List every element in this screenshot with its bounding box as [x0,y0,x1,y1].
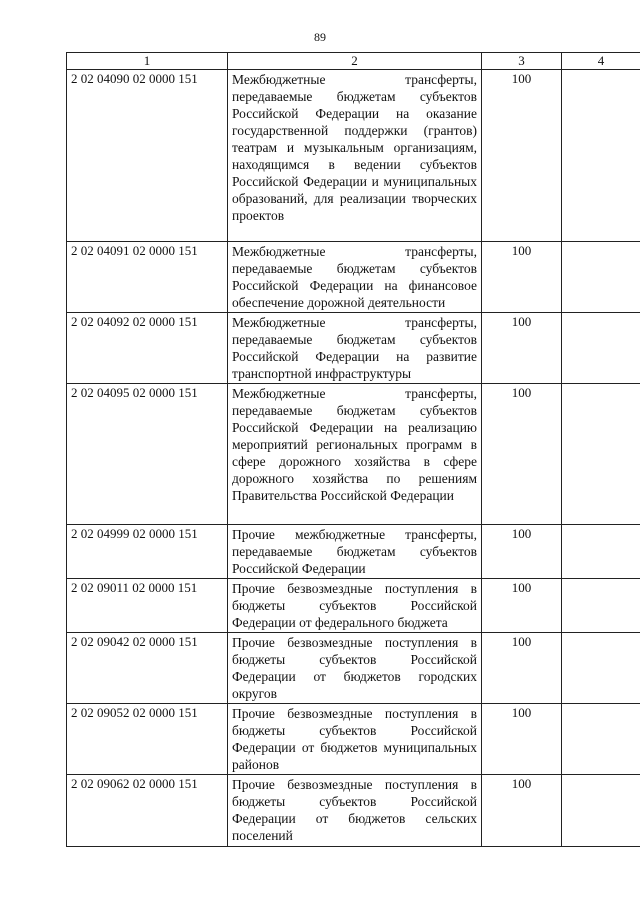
value-cell: 100 [482,313,562,384]
value-cell: 100 [482,775,562,847]
column-4-cell [562,313,640,384]
column-4-cell [562,384,640,525]
row-description: Прочие безвозмездные поступления в бюджеты субъектов Российской Федерации от бюджетов городских округов [228,633,482,704]
column-4-cell [562,579,640,633]
column-4-cell [562,242,640,313]
budget-code: 2 02 04091 02 0000 151 [67,242,228,313]
budget-code: 2 02 09052 02 0000 151 [67,704,228,775]
budget-code: 2 02 09011 02 0000 151 [67,579,228,633]
column-header-3: 3 [482,53,562,70]
table-row [67,313,640,384]
row-description: Прочие безвозмездные поступления в бюджеты субъектов Российской Федерации от федерального бюджета [228,579,482,633]
header-row [67,53,640,70]
budget-code: 2 02 04092 02 0000 151 [67,313,228,384]
budget-table [66,52,640,847]
budget-code: 2 02 04090 02 0000 151 [67,70,228,242]
value-cell: 100 [482,242,562,313]
table-row [67,704,640,775]
value-cell: 100 [482,579,562,633]
budget-code: 2 02 09042 02 0000 151 [67,633,228,704]
value-cell: 100 [482,384,562,525]
column-4-cell [562,704,640,775]
column-4-cell [562,70,640,242]
table-row [67,633,640,704]
table-row [67,579,640,633]
page-number: 89 [314,30,326,44]
table-row [67,242,640,313]
row-description: Межбюджетные трансферты, передаваемые бюджетам субъектов Российской Федерации на финансовое обеспечение дорожной деятельности [228,242,482,313]
column-header-1: 1 [67,53,228,70]
table-row [67,70,640,242]
column-4-cell [562,525,640,579]
budget-code: 2 02 04999 02 0000 151 [67,525,228,579]
row-description: Межбюджетные трансферты, передаваемые бюджетам субъектов Российской Федерации на оказание государственной поддержки (грантов) театрам и музыкальным организациям, находящимся в ведении субъектов Российской Федерации и муниципальных образований, для реализации творческих проектов [228,70,482,242]
value-cell: 100 [482,70,562,242]
column-header-2: 2 [228,53,482,70]
table-row [67,384,640,525]
value-cell: 100 [482,525,562,579]
column-4-cell [562,775,640,847]
row-description: Межбюджетные трансферты, передаваемые бюджетам субъектов Российской Федерации на развитие транспортной инфраструктуры [228,313,482,384]
row-description: Прочие безвозмездные поступления в бюджеты субъектов Российской Федерации от бюджетов сельских поселений [228,775,482,847]
value-cell: 100 [482,704,562,775]
table-row [67,775,640,847]
column-4-cell [562,633,640,704]
column-header-4: 4 [562,53,640,70]
budget-code: 2 02 09062 02 0000 151 [67,775,228,847]
value-cell: 100 [482,633,562,704]
budget-code: 2 02 04095 02 0000 151 [67,384,228,525]
row-description: Межбюджетные трансферты, передаваемые бюджетам субъектов Российской Федерации на реализацию мероприятий региональных программ в сфере дорожного хозяйства в сфере дорожного хозяйства по решениям Правительства Российской Федерации [228,384,482,525]
row-description: Прочие межбюджетные трансферты, передаваемые бюджетам субъектов Российской Федерации [228,525,482,579]
row-description: Прочие безвозмездные поступления в бюджеты субъектов Российской Федерации от бюджетов муниципальных районов [228,704,482,775]
table-row [67,525,640,579]
